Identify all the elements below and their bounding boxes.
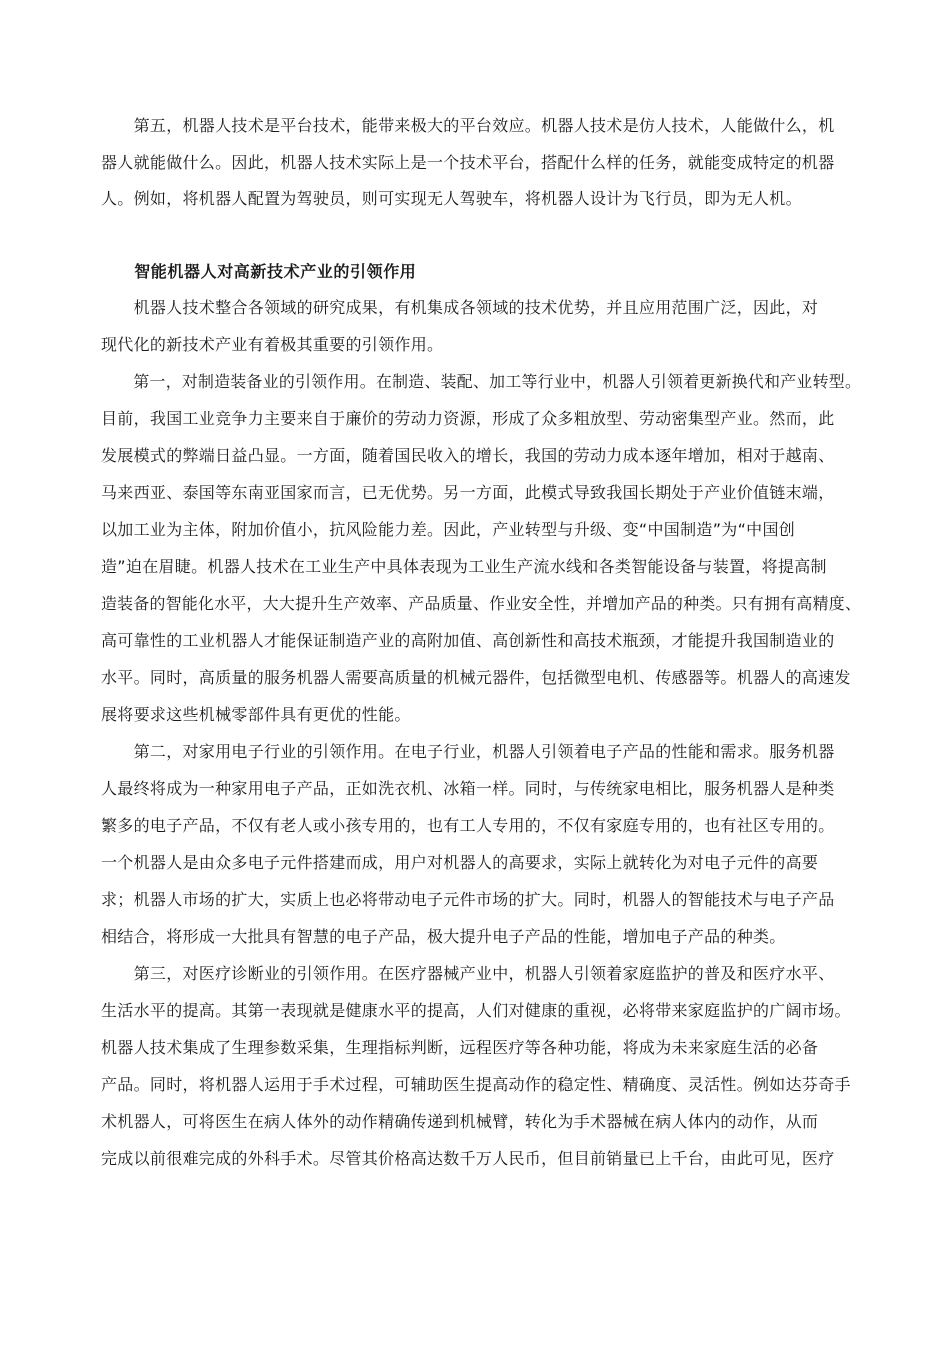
paragraph-first-line: 高可靠性的工业机器人才能保证制造产业的高附加值、高创新性和高技术瓶颈，才能提升我国制造业的: [101, 631, 835, 650]
paragraph-fifth-line: 第五，机器人技术是平台技术，能带来极大的平台效应。机器人技术是仿人技术，人能做什么，机: [101, 116, 835, 135]
paragraph-second-line: 一个机器人是由众多电子元件搭建而成，用户对机器人的高要求，实际上就转化为对电子元件的高要: [101, 853, 819, 872]
section-heading: 智能机器人对高新技术产业的引领作用: [101, 262, 417, 281]
paragraph-first-line: 造”迫在眉睫。机器人技术在工业生产中具体表现为工业生产流水线和各类智能设备与装置，将提高制: [101, 557, 827, 576]
paragraph-third-line: 术机器人，可将医生在病人体外的动作精确传递到机械臂，转化为手术器械在病人体内的动作，从而: [101, 1112, 819, 1131]
paragraph-second-line: 繁多的电子产品，不仅有老人或小孩专用的，也有工人专用的，不仅有家庭专用的，也有社区专用的。: [101, 816, 835, 835]
paragraph-first-line: 造装备的智能化水平，大大提升生产效率、产品质量、作业安全性，并增加产品的种类。只有拥有高精度、: [101, 594, 862, 613]
paragraph-third-line: 机器人技术集成了生理参数采集，生理指标判断，远程医疗等各种功能，将成为未来家庭生活的必备: [101, 1038, 819, 1057]
paragraph-first-line: 发展模式的弊端日益凸显。一方面，随着国民收入的增长，我国的劳动力成本逐年增加，相对于越南、: [101, 446, 835, 465]
paragraph-third-line: 生活水平的提高。其第一表现就是健康水平的提高，人们对健康的重视，必将带来家庭监护的广阔市场。: [101, 1001, 851, 1020]
paragraph-fifth-line: 器人就能做什么。因此，机器人技术实际上是一个技术平台，搭配什么样的任务，就能变成特定的机器: [101, 153, 835, 172]
paragraph-second-line: 相结合，将形成一大批具有智慧的电子产品，极大提升电子产品的性能，增加电子产品的种类。: [101, 927, 786, 946]
paragraph-fifth-line: 人。例如，将机器人配置为驾驶员，则可实现无人驾驶车，将机器人设计为飞行员，即为无人机。: [101, 189, 802, 208]
paragraph-third-line: 产品。同时，将机器人运用于手术过程，可辅助医生提高动作的稳定性、精确度、灵活性。例如达芬奇手: [101, 1075, 851, 1094]
paragraph-first-line: 目前，我国工业竞争力主要来自于廉价的劳动力资源，形成了众多粗放型、劳动密集型产业。然而，此: [101, 409, 835, 428]
paragraph-third-line: 第三，对医疗诊断业的引领作用。在医疗器械产业中，机器人引领着家庭监护的普及和医疗水平、: [101, 964, 835, 983]
paragraph-first-line: 马来西亚、泰国等东南亚国家而言，已无优势。另一方面，此模式导致我国长期处于产业价值链末端，: [101, 483, 835, 502]
paragraph-second-line: 求；机器人市场的扩大，实质上也必将带动电子元件市场的扩大。同时，机器人的智能技术与电子产品: [101, 890, 835, 909]
paragraph-first-line: 第一，对制造装备业的引领作用。在制造、装配、加工等行业中，机器人引领着更新换代和产业转型。: [101, 372, 862, 391]
paragraph-second-line: 第二，对家用电子行业的引领作用。在电子行业，机器人引领着电子产品的性能和需求。服务机器: [101, 742, 835, 761]
paragraph-intro-line: 机器人技术整合各领域的研究成果，有机集成各领域的技术优势，并且应用范围广泛，因此，对: [101, 298, 819, 317]
paragraph-intro-line: 现代化的新技术产业有着极其重要的引领作用。: [101, 335, 444, 354]
paragraph-third-line: 完成以前很难完成的外科手术。尽管其价格高达数千万人民币，但目前销量已上千台，由此可见，医疗: [101, 1149, 835, 1168]
paragraph-first-line: 水平。同时，高质量的服务机器人需要高质量的机械元器件，包括微型电机、传感器等。机器人的高速发: [101, 668, 851, 687]
paragraph-second-line: 人最终将成为一种家用电子产品，正如洗衣机、冰箱一样。同时，与传统家电相比，服务机器人是种类: [101, 779, 835, 798]
paragraph-first-line: 以加工业为主体，附加价值小，抗风险能力差。因此，产业转型与升级、变“中国制造”为“中国创: [101, 520, 796, 539]
paragraph-first-line: 展将要求这些机械零部件具有更优的性能。: [101, 705, 411, 724]
